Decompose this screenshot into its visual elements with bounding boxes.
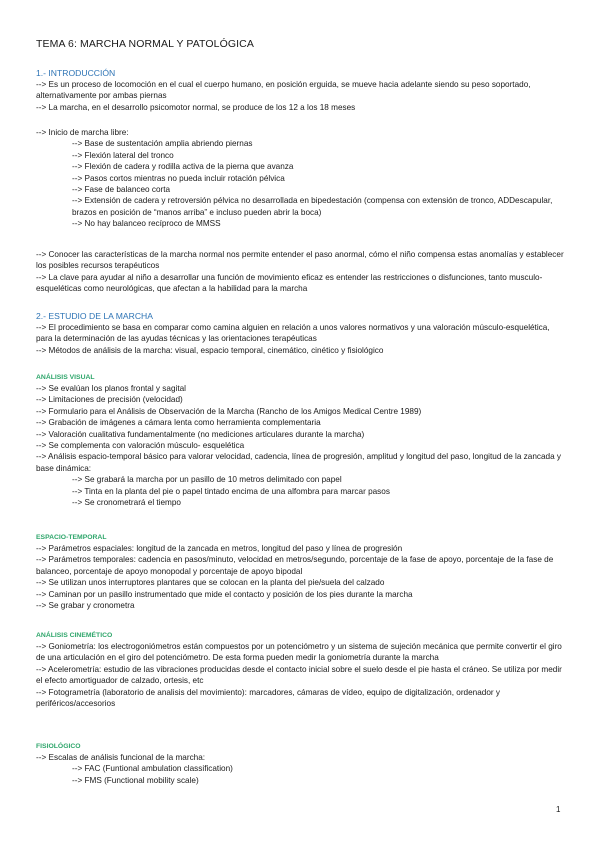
list-item: --> Valoración cualitativa fundamentalmente (no mediciones articulares durante la marcha) — [36, 429, 365, 439]
list-item: --> Formulario para el Análisis de Observación de la Marcha (Rancho de los Amigos Medical Centre 1989) — [36, 406, 422, 416]
list-item: --> No hay balanceo recíproco de MMSS — [72, 219, 221, 229]
paragraph: --> Conocer las características de la marcha normal nos permite entender el paso anormal, cómo el niño compensa estas anomalías y establecer los posibles recursos terapéuticos — [36, 250, 564, 271]
paragraph: --> La clave para ayudar al niño a desarrollar una función de movimiento eficaz es entender las restricciones o disfunciones, tanto musculo- esqueléticas como neurológicas, que afectan a la habilidad para la marcha — [36, 272, 543, 294]
physiological-section — [36, 741, 568, 786]
list-item: --> Se complementa con valoración músculo- esquelética — [36, 441, 245, 451]
introduction-closing — [36, 249, 568, 295]
gait-start-block — [36, 127, 568, 230]
list-item: --> Acelerometría: estudio de las vibraciones producidas desde el contacto inicial sobre el suelo desde el pie hasta el cráneo. Se utiliza por medir el efecto amortiguador de calzado, ortesis, etc — [36, 664, 562, 686]
list-item: --> Limitaciones de precisión (velocidad) — [36, 395, 183, 405]
list-item: --> Flexión de cadera y rodilla activa de la pierna que avanza — [72, 162, 294, 172]
list-item: --> Goniometría: los electrogoniómetros están compuestos por un potenciómetro y un sistema de sujeción mecánica que permite convertir el giro de una articulación en el giro del potenciómetro. De esta forma pueden medir la goniometría durante la marcha — [36, 642, 562, 663]
list-item: --> FMS (Functional mobility scale) — [72, 775, 199, 785]
list-item: --> FAC (Funtional ambulation classification) — [72, 764, 233, 774]
paragraph: --> El procedimiento se basa en comparar como camina alguien en relación a unos valores normativos y una valoración músculo-esquelética, para la determinación de las ayudas técnicas y las orientaciones terapéuticas — [36, 323, 550, 344]
visual-analysis-heading: ANÁLISIS VISUAL — [36, 374, 95, 381]
paragraph: --> Métodos de análisis de la marcha: visual, espacio temporal, cinemático, cinético y fisiológico — [36, 345, 384, 355]
visual-analysis-sublist — [36, 474, 568, 508]
physiological-heading: FISIOLÓGICO — [36, 743, 81, 750]
visual-analysis-section — [36, 372, 568, 508]
kinematic-heading: ANÁLISIS CINEMÉTICO — [36, 632, 113, 639]
physiological-label: --> Escalas de análisis funcional de la marcha: — [36, 753, 206, 762]
list-item: --> Se cronometrará el tiempo — [72, 498, 181, 508]
list-item: --> Caminan por un pasillo instrumentado que mide el contacto y posición de los pies durante la marcha — [36, 589, 413, 599]
physiological-list — [36, 763, 568, 786]
introduction-section — [36, 67, 568, 113]
paragraph: --> Es un proceso de locomoción en el cual el cuerpo humano, en posición erguida, se mueve hacia adelante siendo su peso soportado, alternativamente por ambas piernas — [36, 80, 531, 101]
list-item: --> Tinta en la planta del pie o papel tintado encima de una alfombra para marcar pasos — [72, 486, 390, 496]
gait-start-list — [36, 138, 568, 229]
introduction-heading: 1.- INTRODUCCIÓN — [36, 68, 116, 78]
gait-study-heading: 2.- ESTUDIO DE LA MARCHA — [36, 311, 153, 321]
gait-study-section — [36, 310, 568, 356]
gait-start-label: --> Inicio de marcha libre: — [36, 128, 129, 137]
list-item: --> Fotogrametría (laboratorio de analisis del movimiento): marcadores, cámaras de vídeo, equipo de digitalización, ordenador y periféricos/accesorios — [36, 687, 500, 709]
paragraph: --> La marcha, en el desarrollo psicomotor normal, se produce de los 12 a los 18 meses — [36, 102, 356, 112]
list-item: --> Se grabar y cronometra — [36, 601, 135, 611]
page-number: 1 — [556, 805, 561, 814]
spatiotemporal-section — [36, 532, 568, 611]
list-item: --> Base de sustentación amplia abriendo piernas — [72, 139, 253, 149]
document-title: TEMA 6: MARCHA NORMAL Y PATOLÓGICA — [36, 38, 254, 50]
list-item: --> Parámetros temporales: cadencia en pasos/minuto, velocidad en metros/segundo, porcentaje de la fase de apoyo, porcentaje de la fase de balanceo, porcentaje de apoyo monopodal y porcentaje de apoyo bipodal — [36, 555, 554, 576]
list-item: --> Parámetros espaciales: longitud de la zancada en metros, longitud del paso y línea de progresión — [36, 544, 403, 553]
list-item: --> Flexión lateral del tronco — [72, 150, 174, 160]
list-item: --> Pasos cortos mientras no pueda incluir rotación pélvica — [72, 173, 285, 183]
list-item: --> Extensión de cadera y retroversión pélvica no desarrollada en bipedestación (compensa con extensión de tronco, ADDescapular, brazos en posición de “manos arriba” e incluso pueden abrir la boca) — [72, 196, 553, 217]
list-item: --> Se grabará la marcha por un pasillo de 10 metros delimitado con papel — [72, 475, 342, 485]
list-item: --> Análisis espacio-temporal básico para valorar velocidad, cadencia, línea de progresión, amplitud y longitud del paso, longitud de la zancada y base dinámica: — [36, 452, 561, 473]
list-item: --> Grabación de imágenes a cámara lenta como herramienta complementaria — [36, 418, 321, 428]
list-item: --> Se evalúan los planos frontal y sagital — [36, 384, 186, 393]
list-item: --> Se utilizan unos interruptores plantares que se colocan en la planta del pie/suela del calzado — [36, 578, 385, 588]
list-item: --> Fase de balanceo corta — [72, 185, 171, 195]
kinematic-section — [36, 630, 568, 709]
spatiotemporal-heading: ESPACIO-TEMPORAL — [36, 534, 107, 541]
